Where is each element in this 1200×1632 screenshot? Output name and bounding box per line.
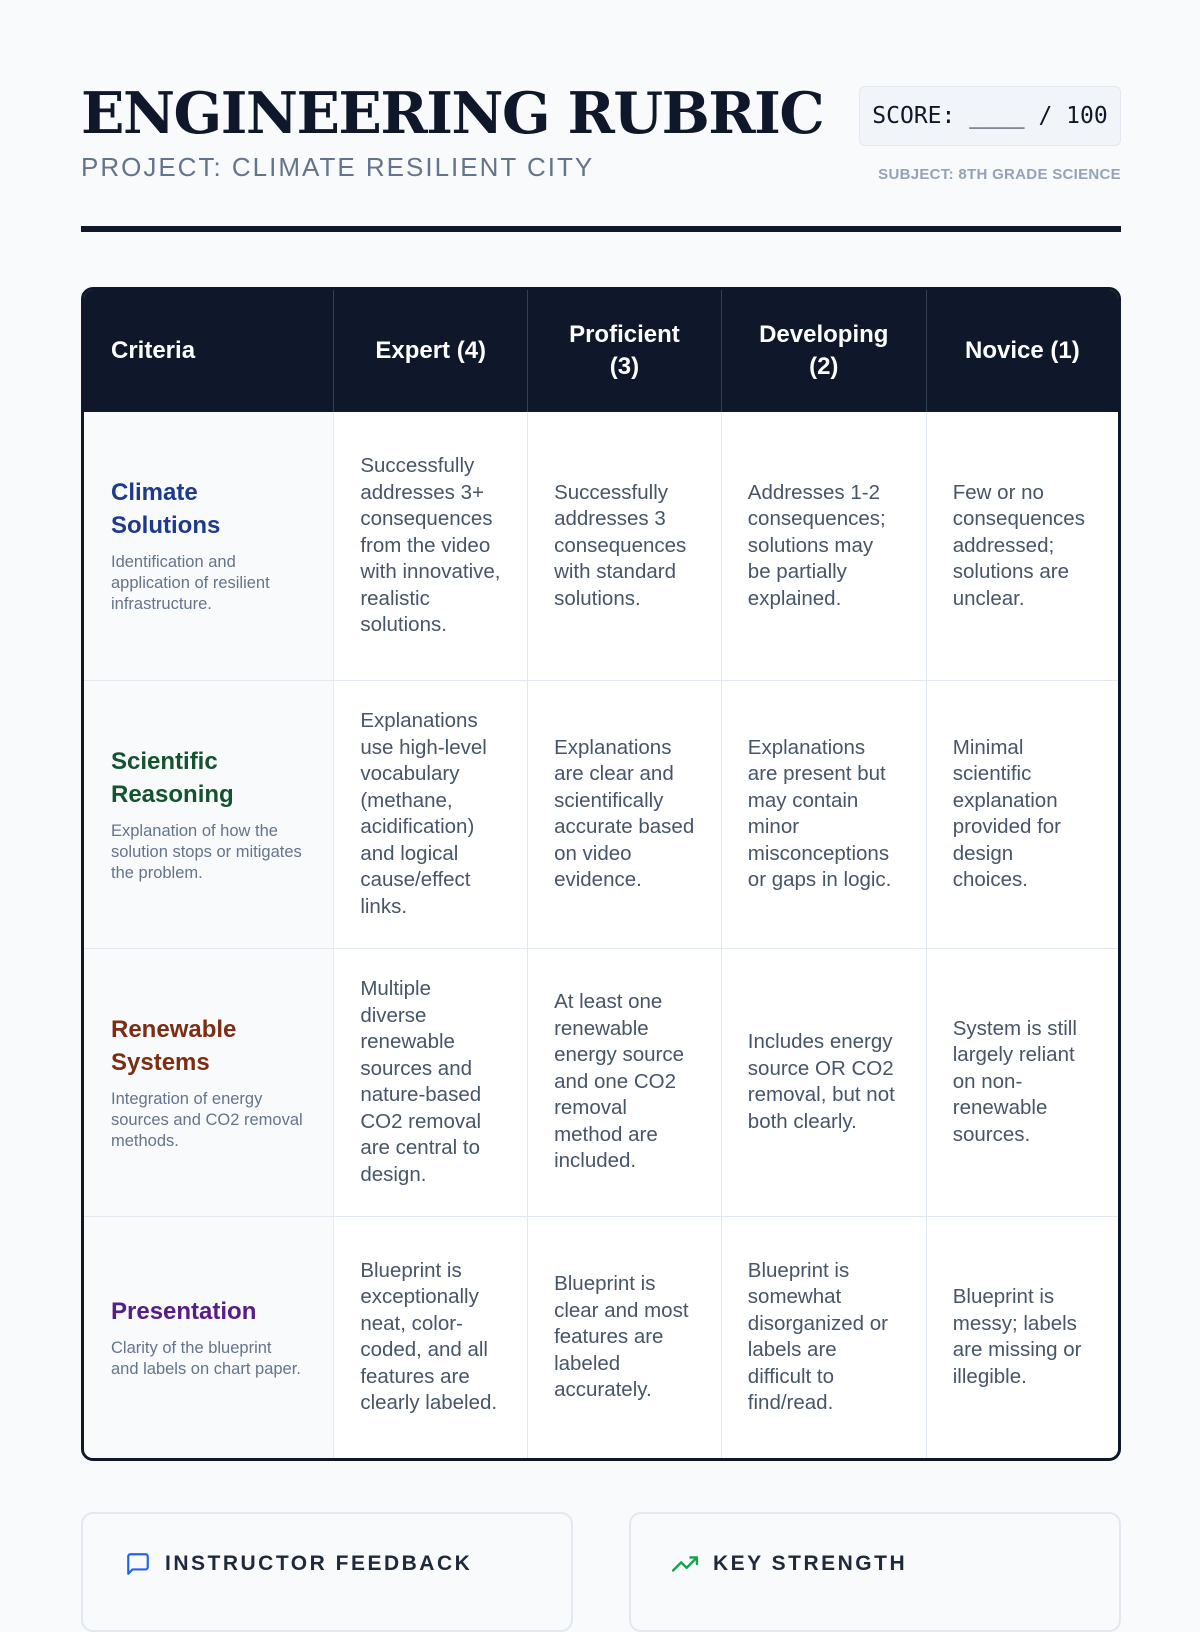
rubric-cell: Successfully addresses 3 consequences with standard solutions. — [528, 412, 722, 680]
rubric-cell: Multiple diverse renewable sources and nature-based CO2 removal are central to design. — [334, 948, 528, 1216]
key-strength-card — [629, 1512, 1121, 1632]
subject-label: SUBJECT: 8TH GRADE SCIENCE — [878, 166, 1121, 183]
column-header-novice: Novice (1) — [926, 290, 1118, 412]
criteria-description: Identification and application of resilient infrastructure. — [111, 553, 270, 614]
criteria-description: Explanation of how the solution stops or mitigates the problem. — [111, 821, 302, 882]
header — [81, 80, 1121, 240]
rubric-cell: Few or no consequences addressed; solutions are unclear. — [926, 412, 1118, 680]
criteria-description: Integration of energy sources and CO2 removal methods. — [111, 1089, 303, 1150]
rubric-cell: Includes energy source OR CO2 removal, but not both clearly. — [721, 948, 926, 1216]
rubric-cell: System is still largely reliant on non-renewable sources. — [926, 948, 1118, 1216]
rubric-cell: Explanations are clear and scientifically accurate based on video evidence. — [528, 680, 722, 948]
column-header-criteria: Criteria — [84, 290, 334, 412]
criteria-cell — [84, 948, 334, 1216]
project-subtitle: PROJECT: CLIMATE RESILIENT CITY — [81, 152, 595, 182]
criteria-title: Climate Solutions — [111, 479, 221, 540]
rubric-cell: Blueprint is clear and most features are labeled accurately. — [528, 1216, 722, 1458]
column-header-expert: Expert (4) — [334, 290, 528, 412]
rubric-cell: Addresses 1-2 consequences; solutions may be partially explained. — [721, 412, 926, 680]
instructor-feedback-title: INSTRUCTOR FEEDBACK — [165, 1552, 473, 1575]
rubric-cell: Blueprint is somewhat disorganized or labels are difficult to find/read. — [721, 1216, 926, 1458]
rubric-header-row — [84, 290, 1118, 412]
rubric-cell: Blueprint is exceptionally neat, color-coded, and all features are clearly labeled. — [334, 1216, 528, 1458]
rubric-cell: Explanations use high-level vocabulary (methane, acidification) and logical cause/effect links. — [334, 680, 528, 948]
rubric-cell: At least one renewable energy source and one CO2 removal method are included. — [528, 948, 722, 1216]
rubric-cell: Successfully addresses 3+ consequences from the video with innovative, realistic solutions. — [334, 412, 528, 680]
rubric-cell: Blueprint is messy; labels are missing or illegible. — [926, 1216, 1118, 1458]
trending-up-icon — [671, 1551, 699, 1577]
page-title: ENGINEERING RUBRIC — [81, 80, 824, 147]
table-row — [84, 412, 1118, 680]
criteria-cell — [84, 412, 334, 680]
criteria-title: Scientific Reasoning — [111, 747, 234, 808]
criteria-title: Renewable Systems — [111, 1015, 237, 1076]
header-divider — [81, 226, 1121, 232]
table-row — [84, 948, 1118, 1216]
instructor-feedback-card — [81, 1512, 573, 1632]
criteria-cell — [84, 680, 334, 948]
criteria-cell — [84, 1216, 334, 1458]
column-header-developing: Developing (2) — [721, 290, 926, 412]
score-box: SCORE: ____ / 100 — [859, 86, 1121, 146]
rubric-cell: Minimal scientific explanation provided for design choices. — [926, 680, 1118, 948]
criteria-title: Presentation — [111, 1297, 257, 1325]
rubric-cell: Explanations are present but may contain minor misconceptions or gaps in logic. — [721, 680, 926, 948]
column-header-proficient: Proficient (3) — [528, 290, 722, 412]
rubric-table — [81, 287, 1121, 1461]
table-row — [84, 1216, 1118, 1458]
criteria-description: Clarity of the blueprint and labels on chart paper. — [111, 1338, 301, 1378]
table-row — [84, 680, 1118, 948]
key-strength-title: KEY STRENGTH — [713, 1552, 908, 1575]
message-square-icon — [125, 1551, 151, 1577]
